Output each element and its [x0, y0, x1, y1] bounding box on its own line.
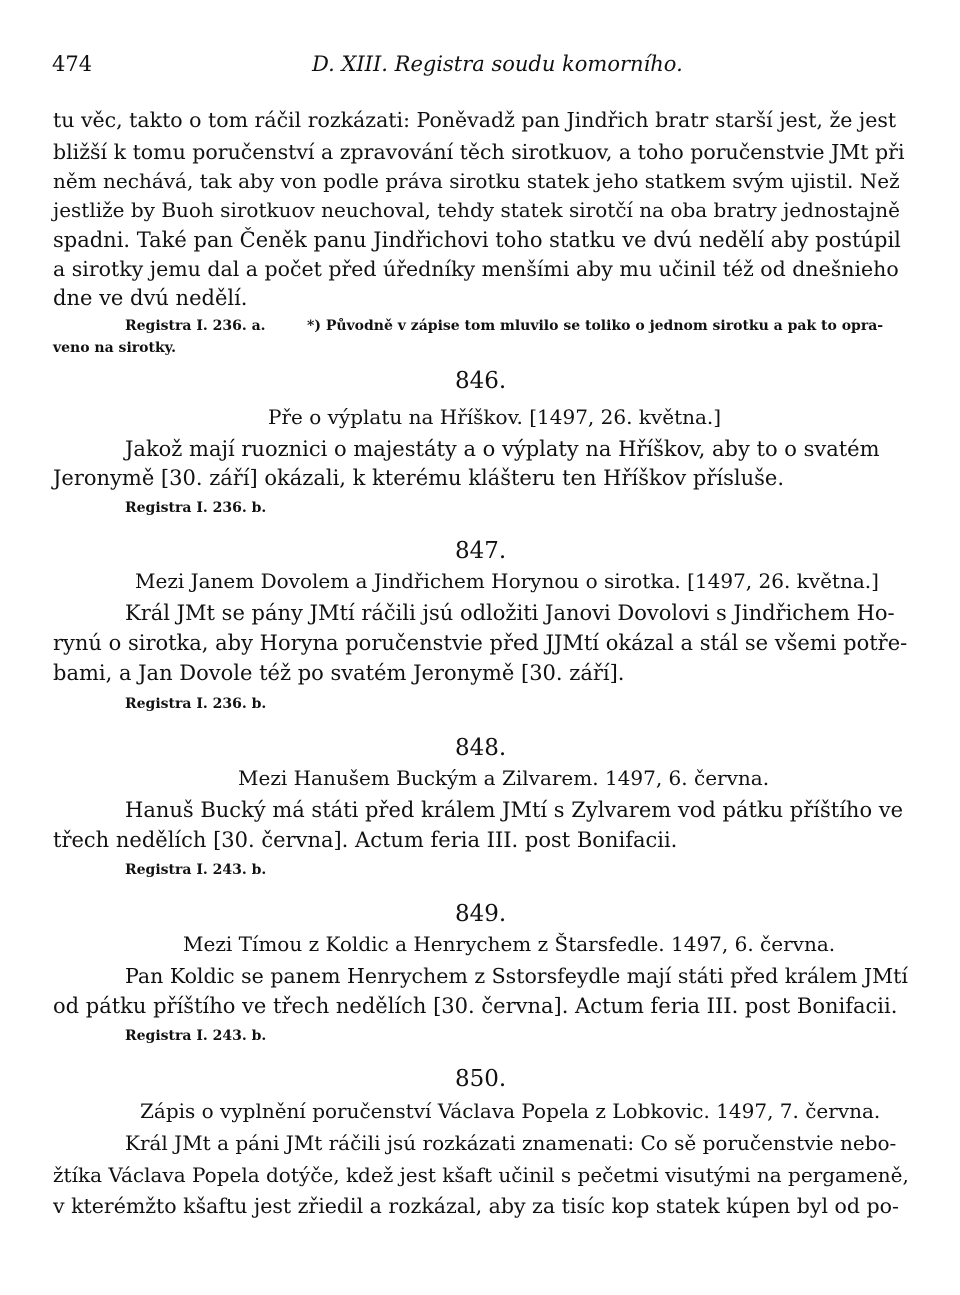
entry-number: 846. [455, 368, 507, 394]
registry-reference: Registra I. 243. b. [125, 1028, 267, 1044]
entry-text-line: Hanuš Bucký má státi před králem JMtí s Zylvarem vod pátku příštího ve [125, 798, 904, 822]
entry-text-line: v kterémžto kšaftu jest zřiedil a rozkázal, aby za tisíc kop statek kúpen byl od po- [53, 1194, 899, 1218]
entry-text-line: Pan Koldic se panem Henrychem z Sstorsfeydle mají státi před králem JMtí [125, 964, 908, 988]
entry-text-line: žtíka Václava Popela dotýče, kdež jest kšaft učinil s pečetmi visutými na pergameně, [53, 1163, 909, 1187]
footnote: veno na sirotky. [53, 340, 177, 356]
paragraph-line: spadni. Také pan Čeněk panu Jindřichovi toho statku ve dvú nedělí aby postúpil [53, 228, 901, 252]
entry-title: Pře o výplatu na Hříškov. [1497, 26. května.] [268, 405, 722, 429]
paragraph-line: bližší k tomu poručenství a zpravování těch sirotkuov, a toho poručenstvie JMt při [53, 140, 905, 164]
paragraph-line: něm nechává, tak aby von podle práva sirotku statek jeho statkem svým ujistil. Než [53, 169, 900, 193]
paragraph-line: tu věc, takto o tom ráčil rozkázati: Poněvadž pan Jindřich bratr starší jest, že jest [53, 108, 897, 132]
entry-text-line: rynú o sirotka, aby Horyna poručenstvie před JJMtí okázal a stál se všemi potře- [53, 631, 908, 655]
paragraph-line: a sirotky jemu dal a počet před úředníky menšími aby mu učinil též od dnešnieho [53, 257, 899, 281]
registry-reference: Registra I. 236. a. [125, 318, 266, 334]
page-number: 474 [52, 52, 93, 76]
page-header [52, 52, 908, 88]
entry-number: 848. [455, 735, 507, 761]
entry-text-line: třech nedělích [30. června]. Actum feria III. post Bonifacii. [53, 828, 678, 852]
paragraph-line: dne ve dvú nedělí. [53, 286, 248, 310]
entry-number: 850. [455, 1066, 507, 1092]
entry-title: Zápis o vyplnění poručenství Václava Popela z Lobkovic. 1497, 7. června. [140, 1099, 881, 1123]
entry-text-line: Král JMt se pány JMtí ráčili jsú odložiti Janovi Dovolovi s Jindřichem Ho- [125, 601, 895, 625]
running-title: D. XIII. Registra soudu komorního. [312, 52, 683, 76]
entry-number: 847. [455, 538, 507, 564]
paragraph-line: jestliže by Buoh sirotkuov neuchoval, tehdy statek sirotčí na oba bratry jednostajně [53, 198, 901, 222]
registry-reference: Registra I. 236. b. [125, 696, 267, 712]
entry-text-line: od pátku příštího ve třech nedělích [30. června]. Actum feria III. post Bonifacii. [53, 994, 898, 1018]
entry-title: Mezi Janem Dovolem a Jindřichem Horynou o sirotka. [1497, 26. května.] [135, 569, 879, 593]
footnote: *) Původně v zápise tom mluvilo se toliko o jednom sirotku a pak to opra- [307, 318, 884, 334]
entry-title: Mezi Hanušem Buckým a Zilvarem. 1497, 6. června. [238, 766, 770, 790]
registry-reference: Registra I. 243. b. [125, 862, 267, 878]
registry-reference: Registra I. 236. b. [125, 500, 267, 516]
entry-text-line: Jeronymě [30. září] okázali, k kterému klášteru ten Hříškov přísluše. [53, 466, 784, 490]
entry-text-line: Král JMt a páni JMt ráčili jsú rozkázati znamenati: Co sě poručenstvie nebo- [125, 1131, 897, 1155]
entry-title: Mezi Tímou z Koldic a Henrychem z Štarsfedle. 1497, 6. června. [183, 932, 836, 956]
entry-number: 849. [455, 901, 507, 927]
entry-text-line: Jakož mají ruoznici o majestáty a o výplaty na Hříškov, aby to o svatém [125, 437, 880, 461]
entry-text-line: bami, a Jan Dovole též po svatém Jeronymě [30. září]. [53, 661, 625, 685]
